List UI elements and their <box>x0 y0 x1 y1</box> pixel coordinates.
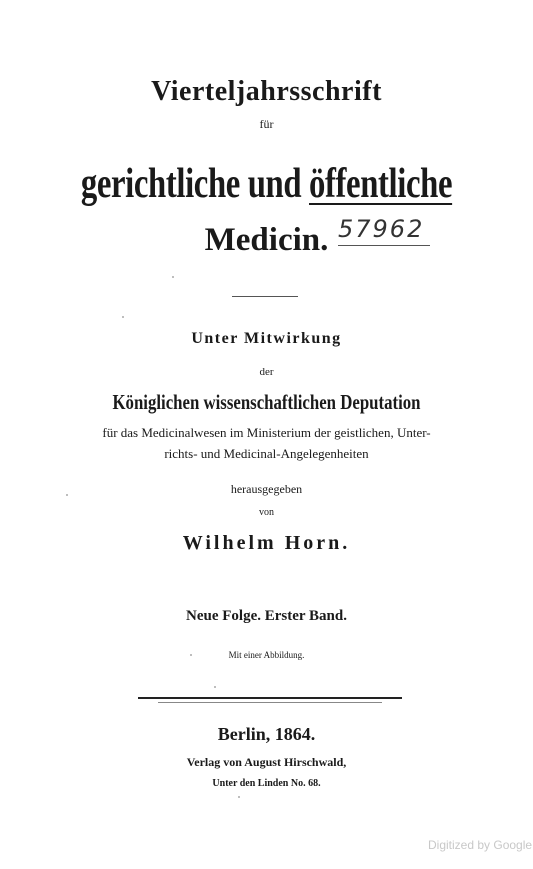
von-label: von <box>259 507 274 518</box>
illustration-note: Mit einer Abbildung. <box>228 650 305 660</box>
short-divider <box>232 296 298 297</box>
der-label: der <box>259 366 274 378</box>
journal-title-line1: Vierteljahrsschrift <box>151 76 382 107</box>
handwritten-shelfmark: 57962 <box>338 215 430 246</box>
digitization-watermark: Digitized by Google <box>428 838 533 852</box>
paper-speck <box>122 316 124 318</box>
paper-speck <box>190 654 192 656</box>
paper-speck <box>214 686 216 688</box>
journal-title-line2 <box>59 160 475 208</box>
title-line2-part-b: öffentliche <box>309 161 453 207</box>
ministry-line2: richts- und Medicinal-Angelegenheiten <box>164 446 369 461</box>
imprint-divider <box>138 697 402 699</box>
ministry-line1: für das Medicinalwesen im Ministerium der geistlichen, Unter- <box>102 425 431 440</box>
deputation-name: Königlichen wissenschaftlichen Deputation <box>112 390 421 414</box>
imprint-place-year: Berlin, 1864. <box>217 724 316 744</box>
title-connector-fuer: für <box>259 117 274 131</box>
imprint-address: Unter den Linden No. 68. <box>212 778 321 789</box>
series-volume: Neue Folge. Erster Band. <box>186 608 347 624</box>
paper-speck <box>66 494 68 496</box>
unter-mitwirkung: Unter Mitwirkung <box>191 330 342 347</box>
paper-speck <box>172 276 174 278</box>
editor-name: Wilhelm Horn. <box>182 532 351 554</box>
paper-speck <box>238 796 240 798</box>
herausgegeben-label: herausgegeben <box>230 482 303 496</box>
title-line2-part-a: gerichtliche und <box>80 161 310 207</box>
imprint-divider-thin <box>158 702 382 703</box>
imprint-publisher: Verlag von August Hirschwald, <box>186 755 347 769</box>
journal-title-line3: Medicin. <box>204 222 329 258</box>
